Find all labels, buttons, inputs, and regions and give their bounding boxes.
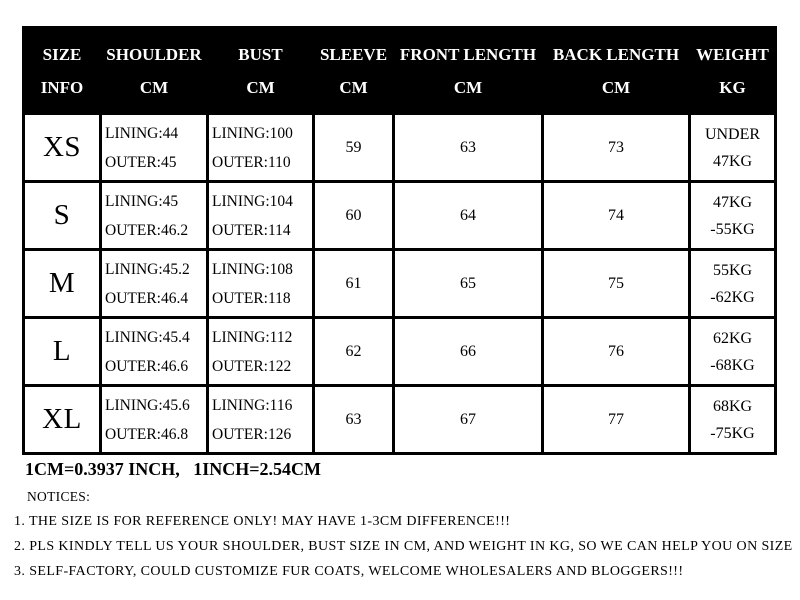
shoulder-outer-value: OUTER:46.6 xyxy=(105,357,189,375)
header-sleeve xyxy=(314,28,394,114)
unit-conversion-note: 1CM=0.3937 INCH, 1INCH=2.54CM xyxy=(25,459,321,479)
cell-size: XL xyxy=(24,386,101,454)
cell-bust xyxy=(208,318,314,386)
cell-shoulder xyxy=(101,114,208,182)
bust-lining-value: LINING:108 xyxy=(212,260,293,278)
shoulder-lining-value: LINING:45.2 xyxy=(105,260,190,278)
cell-sleeve: 62 xyxy=(314,318,394,386)
header-unit: CM xyxy=(139,77,169,97)
cell-weight xyxy=(690,250,776,318)
shoulder-outer-value: OUTER:46.2 xyxy=(105,221,189,239)
cell-front-length: 64 xyxy=(394,182,543,250)
cell-sleeve: 63 xyxy=(314,386,394,454)
bust-lining-value: LINING:116 xyxy=(212,396,293,414)
cell-sleeve: 61 xyxy=(314,250,394,318)
table-row xyxy=(24,182,776,250)
notices-label: NOTICES: xyxy=(27,489,91,504)
bust-lining-value: LINING:100 xyxy=(212,124,293,142)
header-label: FRONT LENGTH xyxy=(399,44,537,64)
bust-outer-value: OUTER:122 xyxy=(212,357,292,375)
cell-back-length: 77 xyxy=(543,386,690,454)
notice-item-3: 3. SELF-FACTORY, COULD CUSTOMIZE FUR COATS, WELCOME WHOLESALERS AND BLOGGERS!!! xyxy=(14,564,684,579)
shoulder-lining-value: LINING:45 xyxy=(105,192,179,210)
header-label: SIZE xyxy=(42,44,82,64)
cell-bust xyxy=(208,386,314,454)
cell-front-length: 66 xyxy=(394,318,543,386)
header-label: SHOULDER xyxy=(106,44,202,64)
cell-shoulder xyxy=(101,250,208,318)
weight-value-line1: UNDER xyxy=(704,125,761,143)
weight-value-line2: -55KG xyxy=(710,220,755,238)
bust-outer-value: OUTER:126 xyxy=(212,425,292,443)
cell-size: M xyxy=(24,250,101,318)
header-size-info xyxy=(24,28,101,114)
cell-sleeve: 59 xyxy=(314,114,394,182)
header-shoulder xyxy=(101,28,208,114)
header-label: BUST xyxy=(238,44,283,64)
header-unit: CM xyxy=(601,77,631,97)
cell-size: XS xyxy=(24,114,101,182)
shoulder-lining-value: LINING:45.4 xyxy=(105,328,190,346)
table-row xyxy=(24,318,776,386)
weight-value-line1: 55KG xyxy=(712,261,753,279)
header-unit: INFO xyxy=(40,77,84,97)
header-unit: CM xyxy=(339,77,368,97)
weight-value-line1: 47KG xyxy=(712,193,753,211)
weight-value-line2: 47KG xyxy=(712,152,753,170)
cell-front-length: 67 xyxy=(394,386,543,454)
cell-back-length: 76 xyxy=(543,318,690,386)
cell-weight xyxy=(690,114,776,182)
shoulder-outer-value: OUTER:45 xyxy=(105,153,177,171)
weight-value-line1: 62KG xyxy=(712,329,753,347)
weight-value-line2: -75KG xyxy=(710,424,755,442)
notice-item-2: 2. PLS KINDLY TELL US YOUR SHOULDER, BUST SIZE IN CM, AND WEIGHT IN KG, SO WE CAN HELP YOU ON SIZE xyxy=(14,539,793,554)
header-bust xyxy=(208,28,314,114)
weight-value-line1: 68KG xyxy=(712,397,753,415)
shoulder-lining-value: LINING:44 xyxy=(105,124,179,142)
cell-weight xyxy=(690,182,776,250)
header-weight xyxy=(690,28,776,114)
table-row xyxy=(24,250,776,318)
header-unit: CM xyxy=(246,77,275,97)
shoulder-lining-value: LINING:45.6 xyxy=(105,396,190,414)
cell-weight xyxy=(690,318,776,386)
size-chart-table xyxy=(22,26,777,455)
cell-back-length: 74 xyxy=(543,182,690,250)
header-unit: CM xyxy=(453,77,483,97)
header-label: WEIGHT xyxy=(696,44,769,64)
cell-sleeve: 60 xyxy=(314,182,394,250)
cell-front-length: 65 xyxy=(394,250,543,318)
shoulder-outer-value: OUTER:46.8 xyxy=(105,425,189,443)
cell-size: L xyxy=(24,318,101,386)
bust-lining-value: LINING:104 xyxy=(212,192,293,210)
header-unit: KG xyxy=(719,77,746,97)
table-row xyxy=(24,114,776,182)
cell-shoulder xyxy=(101,386,208,454)
header-front-length xyxy=(394,28,543,114)
bust-outer-value: OUTER:110 xyxy=(212,153,291,171)
header-label: BACK LENGTH xyxy=(552,44,680,64)
bust-outer-value: OUTER:114 xyxy=(212,221,291,239)
header-label: SLEEVE xyxy=(319,44,388,64)
bust-outer-value: OUTER:118 xyxy=(212,289,291,307)
weight-value-line2: -62KG xyxy=(710,288,755,306)
weight-value-line2: -68KG xyxy=(710,356,755,374)
cell-bust xyxy=(208,114,314,182)
cell-weight xyxy=(690,386,776,454)
shoulder-outer-value: OUTER:46.4 xyxy=(105,289,189,307)
table-header-row xyxy=(24,28,776,114)
cell-back-length: 75 xyxy=(543,250,690,318)
notice-item-1: 1. THE SIZE IS FOR REFERENCE ONLY! MAY HAVE 1-3CM DIFFERENCE!!! xyxy=(14,514,511,529)
cell-front-length: 63 xyxy=(394,114,543,182)
cell-shoulder xyxy=(101,182,208,250)
cell-shoulder xyxy=(101,318,208,386)
table-row xyxy=(24,386,776,454)
cell-bust xyxy=(208,182,314,250)
header-back-length xyxy=(543,28,690,114)
cell-bust xyxy=(208,250,314,318)
cell-back-length: 73 xyxy=(543,114,690,182)
cell-size: S xyxy=(24,182,101,250)
bust-lining-value: LINING:112 xyxy=(212,328,293,346)
